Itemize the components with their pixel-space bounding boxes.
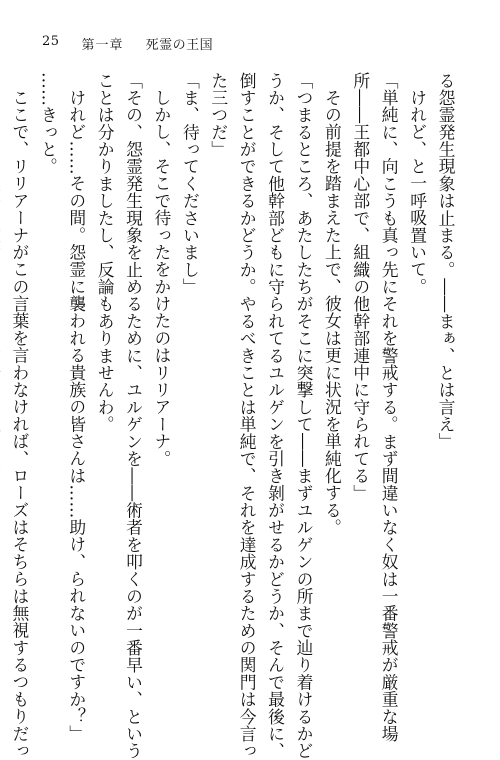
- text-line: けれど、と一呼吸置いて。: [407, 88, 428, 296]
- text-line: ここで、リリアーナがこの言葉を言わなければ、ローズはそちらは無視するつもりだっ: [9, 88, 30, 760]
- dialogue-line: 「その、怨霊発生現象を止めるために、ユルゲンを――術者を叩くのが一番早い、という: [123, 72, 144, 760]
- text-line: る怨霊発生現象は止まる。――まぁ、とは言え」: [436, 72, 456, 451]
- text-line: しかし、そこで待ったをかけたのはリリアーナ。: [151, 88, 172, 467]
- vertical-body-text: [9, 72, 460, 760]
- text-line: けれど……その間。怨霊に襲われる貴族の皆さんは……助け、られないのですか？」: [66, 88, 87, 742]
- dialogue-line: 「単純に、向こうも真っ先にそれを警戒する。まず間違いなく奴は一番警戒が厳重な場: [379, 72, 400, 743]
- page-header: [42, 34, 213, 53]
- text-line: 倒すことができるかどうか。やるべきことは単純で、それを達成するための関門は今言っ: [237, 72, 258, 760]
- page-number: 25: [42, 34, 60, 49]
- text-line: [0, 72, 6, 682]
- text-line: うか、そして他幹部どもに守られてるユルゲンを引き剝がせるかどうか、そんで最後に、: [265, 72, 286, 760]
- text-line: その前提を踏まえた上で、彼女は更に状況を単純化する。: [322, 88, 343, 536]
- chapter-title: 死霊の王国: [145, 38, 214, 53]
- text-line: た三つだ」: [208, 72, 229, 158]
- text-line: ……きっと。: [38, 72, 59, 176]
- dialogue-line: 「つまるところ、あたしたちがそこに突撃して――まずユルゲンの所まで辿り着けるかど: [293, 72, 314, 760]
- dialogue-line: 「ま、待ってくださいまし」: [180, 72, 201, 296]
- text-line: 所――王都中心部で、組織の他幹部連中に守られてる」: [350, 72, 371, 502]
- text-line: ことは分かりましたし、反論もありませんわ。: [95, 72, 116, 433]
- chapter-label: 第一章: [81, 38, 124, 53]
